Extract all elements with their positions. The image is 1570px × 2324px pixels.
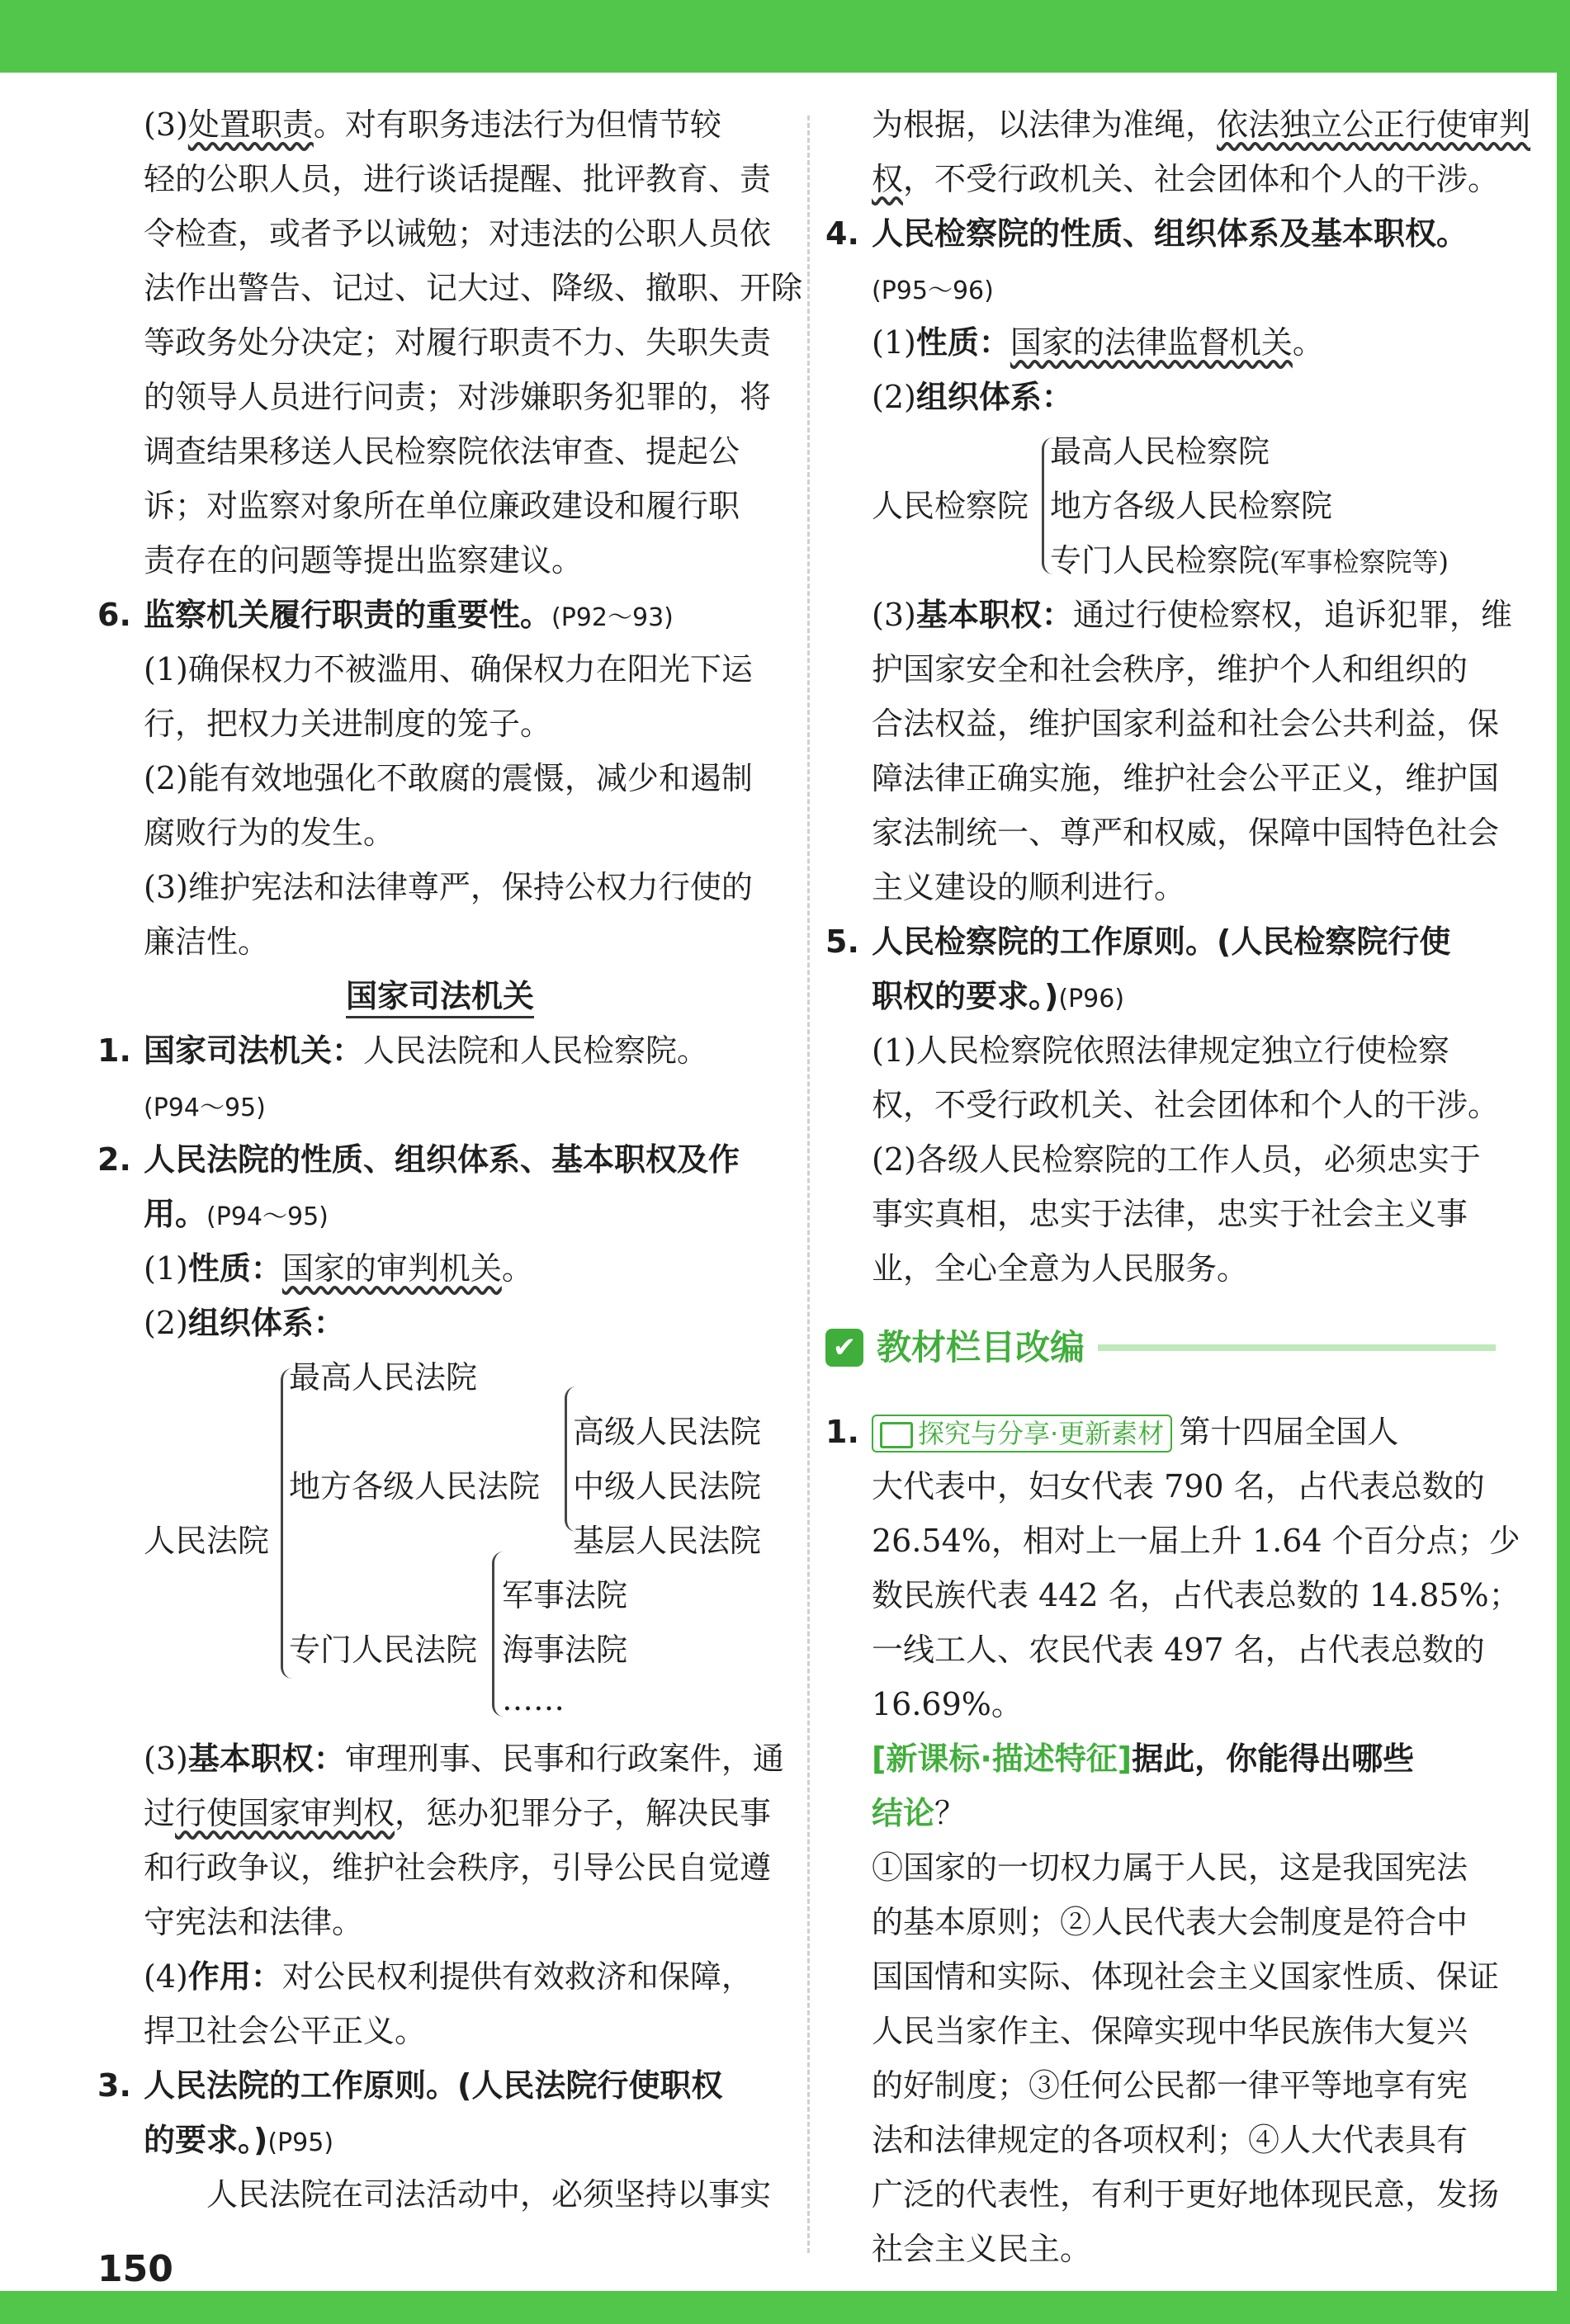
spacer <box>825 1296 1496 1320</box>
item2-p4-line: 捍卫社会公平正义。 <box>144 2013 427 2049</box>
item1-text: 人民法院和人民检察院。 <box>363 1032 709 1069</box>
item6-ref: (P92～93) <box>551 603 674 632</box>
page-number: 150 <box>97 2248 173 2290</box>
ex1-answer-line: 广泛的代表性，有利于更好地体现民意，发扬 <box>872 2176 1500 2213</box>
court-special: 专门人民法院 <box>289 1632 478 1668</box>
item2-p3-text: 过 <box>144 1795 176 1831</box>
p3-line: 的领导人员进行问责；对涉嫌职务犯罪的，将 <box>144 379 772 415</box>
court-military: 军事法院 <box>502 1577 628 1613</box>
p3-line-1 <box>97 97 783 152</box>
item1-num: 1. <box>97 1032 131 1069</box>
court-basic: 基层人民法院 <box>573 1523 762 1559</box>
judicial-section-heading <box>97 969 783 1023</box>
item2-title-2: 用。 <box>144 1196 207 1232</box>
ex1-question-tag: [新课标·描述特征] <box>872 1741 1133 1777</box>
right-column <box>825 97 1531 2276</box>
item2-p3-text: ，惩办犯罪分子，解决民事 <box>395 1795 772 1831</box>
item5-title-2: 职权的要求。) <box>872 978 1059 1014</box>
item4-p3-text: 通过行使检察权，追诉犯罪，维 <box>1072 597 1512 633</box>
court-maritime: 海事法院 <box>502 1632 628 1668</box>
procuratorate-tree <box>825 424 1496 588</box>
left-column <box>97 97 803 2222</box>
item4-p3-key: 基本职权： <box>915 597 1073 633</box>
court-high: 高级人民法院 <box>573 1414 762 1450</box>
book-icon <box>880 1422 913 1448</box>
item5-line: (2)各级人民检察院的工作人员，必须忠实于 <box>872 1141 1481 1178</box>
ex1-answer-line: 的基本原则；②人民代表大会制度是符合中 <box>872 1904 1468 1940</box>
textbook-section-header <box>825 1320 1496 1375</box>
ex1-line: 26.54%，相对上一届上升 1.64 个百分点；少 <box>872 1523 1520 1559</box>
p3-line: 调查结果移送人民检察院依法审查、提起公 <box>144 433 740 470</box>
p3-line: 轻的公职人员，进行谈话提醒、批评教育、责 <box>144 161 772 197</box>
item4-ref: (P95～96) <box>872 276 994 305</box>
item6-line: 廉洁性。 <box>144 923 270 960</box>
item5-heading-2 <box>825 969 1496 1023</box>
ex1-num: 1. <box>825 1414 859 1450</box>
item4-heading <box>825 206 1496 261</box>
item5-line: 业，全心全意为人民服务。 <box>872 1250 1249 1287</box>
item2-p3-underlined: 行使国家审判权 <box>175 1795 395 1831</box>
item2-org <box>97 1296 783 1350</box>
item3-title: 人民法院的工作原则。(人民法院行使职权 <box>144 2067 723 2104</box>
item6-line: (2)能有效地强化不敢腐的震慑，减少和遏制 <box>144 760 753 796</box>
item2-p3-key: 基本职权： <box>187 1741 345 1777</box>
item2-p3-line: 守宪法和法律。 <box>144 1904 364 1940</box>
item6-title: 监察机关履行职责的重要性。 <box>144 597 552 633</box>
court-etc: …… <box>502 1681 565 1717</box>
section-rule <box>1098 1344 1496 1351</box>
cont-line-2 <box>825 152 1500 206</box>
cont-underlined: 依法独立公正行使审判 <box>1217 106 1531 143</box>
proc-supreme: 最高人民检察院 <box>1050 433 1270 470</box>
item4-title: 人民检察院的性质、组织体系及基本职权。 <box>872 215 1468 252</box>
item2-num: 2. <box>97 1141 131 1178</box>
spacer <box>825 1375 1496 1405</box>
ex1-question-2 <box>825 1786 1496 1840</box>
item2-powers-2 <box>97 1786 783 1840</box>
proc-special-row <box>1050 533 1449 589</box>
item1-title: 国家司法机关： <box>144 1032 364 1069</box>
cont-text: ，不受行政机关、社会团体和个人的干涉。 <box>903 161 1500 197</box>
item3-title-2: 的要求。) <box>144 2122 268 2158</box>
item2-title: 人民法院的性质、组织体系、基本职权及作 <box>144 1141 740 1178</box>
proc-special-note: (军事检察院等) <box>1270 546 1449 578</box>
ex1-answer-line: 的好制度；③任何公民都一律平等地享有宪 <box>872 2067 1468 2104</box>
p3-label: (3) <box>144 106 188 143</box>
item4-p3-line: 主义建设的顺利进行。 <box>872 869 1186 905</box>
top-green-bar <box>0 0 1570 73</box>
textbook-section-title: 教材栏目改编 <box>877 1327 1085 1367</box>
item1-heading <box>97 1023 783 1078</box>
ex1-question-key: 结论 <box>872 1795 935 1831</box>
ex1-text: 第十四届全国人 <box>1179 1414 1399 1450</box>
item1-ref: (P94～95) <box>144 1094 266 1122</box>
court-tree-root: 人民法院 <box>144 1523 270 1559</box>
ex1-answer-line: 人民当家作主、保障实现中华民族伟大复兴 <box>872 2013 1468 2049</box>
proc-tree-root: 人民检察院 <box>872 488 1029 524</box>
p3-line: 令检查，或者予以诫勉；对违法的公职人员依 <box>144 215 772 252</box>
item4-p3-line: 障法律正确实施，维护社会公平正义，维护国 <box>872 760 1500 796</box>
ex1-answer-line: 法和法律规定的各项权利；④人大代表具有 <box>872 2122 1468 2158</box>
item2-p4-label: (4) <box>144 1958 188 1995</box>
cont-text: 为根据，以法律为准绳， <box>872 106 1218 143</box>
column-divider <box>807 116 810 2253</box>
ex1-question-text: 据此，你能得出哪些 <box>1132 1741 1415 1777</box>
item6-line: 行，把权力关进制度的笼子。 <box>144 706 552 742</box>
p3-key: 处置职责 <box>187 106 314 143</box>
item4-powers <box>825 588 1512 642</box>
court-local: 地方各级人民法院 <box>289 1468 541 1504</box>
item5-title: 人民检察院的工作原则。(人民检察院行使 <box>872 923 1451 960</box>
ex1-question <box>825 1731 1496 1786</box>
item2-p1-value: 国家的审判机关 <box>281 1250 502 1287</box>
item6-line: (1)确保权力不被滥用、确保权力在阳光下运 <box>144 651 753 687</box>
bottom-green-bar <box>0 2291 1570 2324</box>
item2-p1-end: 。 <box>501 1250 533 1287</box>
item2-p2-label: (2) <box>144 1305 188 1341</box>
item4-p2-label: (2) <box>872 379 916 415</box>
check-icon: ✔ <box>825 1329 863 1367</box>
court-supreme: 最高人民法院 <box>289 1359 478 1396</box>
p3-line: 法作出警告、记过、记大过、降级、撤职、开除 <box>144 270 803 306</box>
item2-p3-label: (3) <box>144 1741 188 1777</box>
item5-line: 事实真相，忠实于法律，忠实于社会主义事 <box>872 1196 1468 1232</box>
item2-powers <box>97 1731 783 1786</box>
item6-line: (3)维护宪法和法律尊严，保持公权力行使的 <box>144 869 753 905</box>
item3-ref: (P95) <box>267 2128 334 2157</box>
court-intermediate: 中级人民法院 <box>573 1468 762 1504</box>
item2-heading <box>97 1132 783 1187</box>
ex1-answer-line: ①国家的一切权力属于人民，这是我国宪法 <box>872 1849 1468 1886</box>
ex1-answer-line: 社会主义民主。 <box>872 2231 1092 2267</box>
item2-p3-line: 和行政争议，维护社会秩序，引导公民自觉遵 <box>144 1849 772 1886</box>
cont-underlined: 权 <box>872 161 904 197</box>
item2-heading-2 <box>97 1187 783 1241</box>
item2-role <box>97 1949 783 2004</box>
item5-line: 权，不受行政机关、社会团体和个人的干涉。 <box>872 1087 1500 1123</box>
p3-text: 。对有职务违法行为但情节较 <box>313 106 721 143</box>
item4-p3-line: 家法制统一、尊严和权威，保障中国特色社会 <box>872 815 1500 851</box>
item3-heading-2 <box>97 2113 783 2167</box>
ex1-answer-line: 国国情和实际、体现社会主义国家性质、保证 <box>872 1958 1500 1995</box>
item2-p2-key: 组织体系： <box>187 1305 345 1341</box>
p3-line: 等政务处分决定；对履行职责不力、失职失责 <box>144 324 772 361</box>
item2-p1-label: (1) <box>144 1250 188 1287</box>
ex1-tag-text: 探究与分享·更新素材 <box>918 1418 1165 1449</box>
court-tree <box>97 1350 783 1731</box>
item5-line: (1)人民检察院依照法律规定独立行使检察 <box>872 1032 1449 1069</box>
item5-heading <box>825 914 1496 969</box>
p3-line: 诉；对监察对象所在单位廉政建设和履行职 <box>144 488 740 524</box>
item6-heading <box>97 588 783 642</box>
item4-p1-key: 性质： <box>915 324 1010 361</box>
item2-p4-text: 对公民权利提供有效救济和保障， <box>281 1958 753 1995</box>
judicial-section-title: 国家司法机关 <box>346 978 534 1018</box>
item5-num: 5. <box>825 923 859 960</box>
item2-p3-text: 审理刑事、民事和行政案件，通 <box>344 1741 784 1777</box>
proc-local: 地方各级人民检察院 <box>1050 488 1333 524</box>
ex1-question-end: ？ <box>934 1795 967 1831</box>
item4-p3-label: (3) <box>872 597 916 633</box>
item4-p1-end: 。 <box>1292 324 1324 361</box>
right-green-edge <box>1557 73 1570 2291</box>
item2-p4-key: 作用： <box>187 1958 282 1995</box>
ex1-tag <box>872 1415 1172 1452</box>
item2-nature <box>97 1241 783 1296</box>
item4-p1-label: (1) <box>872 324 916 361</box>
item2-p1-key: 性质： <box>187 1250 282 1287</box>
item5-ref: (P96) <box>1058 985 1125 1013</box>
proc-special: 专门人民检察院 <box>1050 542 1270 579</box>
ex1-line: 16.69%。 <box>872 1686 1023 1722</box>
ex1-line: 大代表中，妇女代表 790 名，占代表总数的 <box>872 1468 1485 1504</box>
item6-line: 腐败行为的发生。 <box>144 815 395 851</box>
cont-line-1 <box>825 97 1531 152</box>
item4-p2-key: 组织体系： <box>915 379 1073 415</box>
item1-ref-line <box>97 1078 783 1132</box>
item2-ref: (P94～95) <box>206 1202 329 1231</box>
item4-p1-value: 国家的法律监督机关 <box>1010 324 1293 361</box>
ex1-line: 一线工人、农民代表 497 名，占代表总数的 <box>872 1632 1485 1668</box>
ex1-line: 数民族代表 442 名，占代表总数的 14.85%； <box>872 1577 1520 1613</box>
item4-p3-line: 护国家安全和社会秩序，维护个人和组织的 <box>872 651 1468 687</box>
item6-num: 6. <box>97 597 131 633</box>
item3-num: 3. <box>97 2067 131 2104</box>
item3-line: 人民法院在司法活动中，必须坚持以事实 <box>206 2176 772 2213</box>
ex1-line-1 <box>825 1405 1496 1459</box>
item3-heading <box>97 2058 783 2113</box>
item4-ref-line <box>825 261 1496 315</box>
item4-p3-line: 合法权益，维护国家利益和社会公共利益，保 <box>872 706 1500 742</box>
item4-nature <box>825 315 1496 370</box>
p3-line: 责存在的问题等提出监察建议。 <box>144 542 584 579</box>
item4-num: 4. <box>825 215 859 252</box>
item4-org <box>825 370 1496 424</box>
